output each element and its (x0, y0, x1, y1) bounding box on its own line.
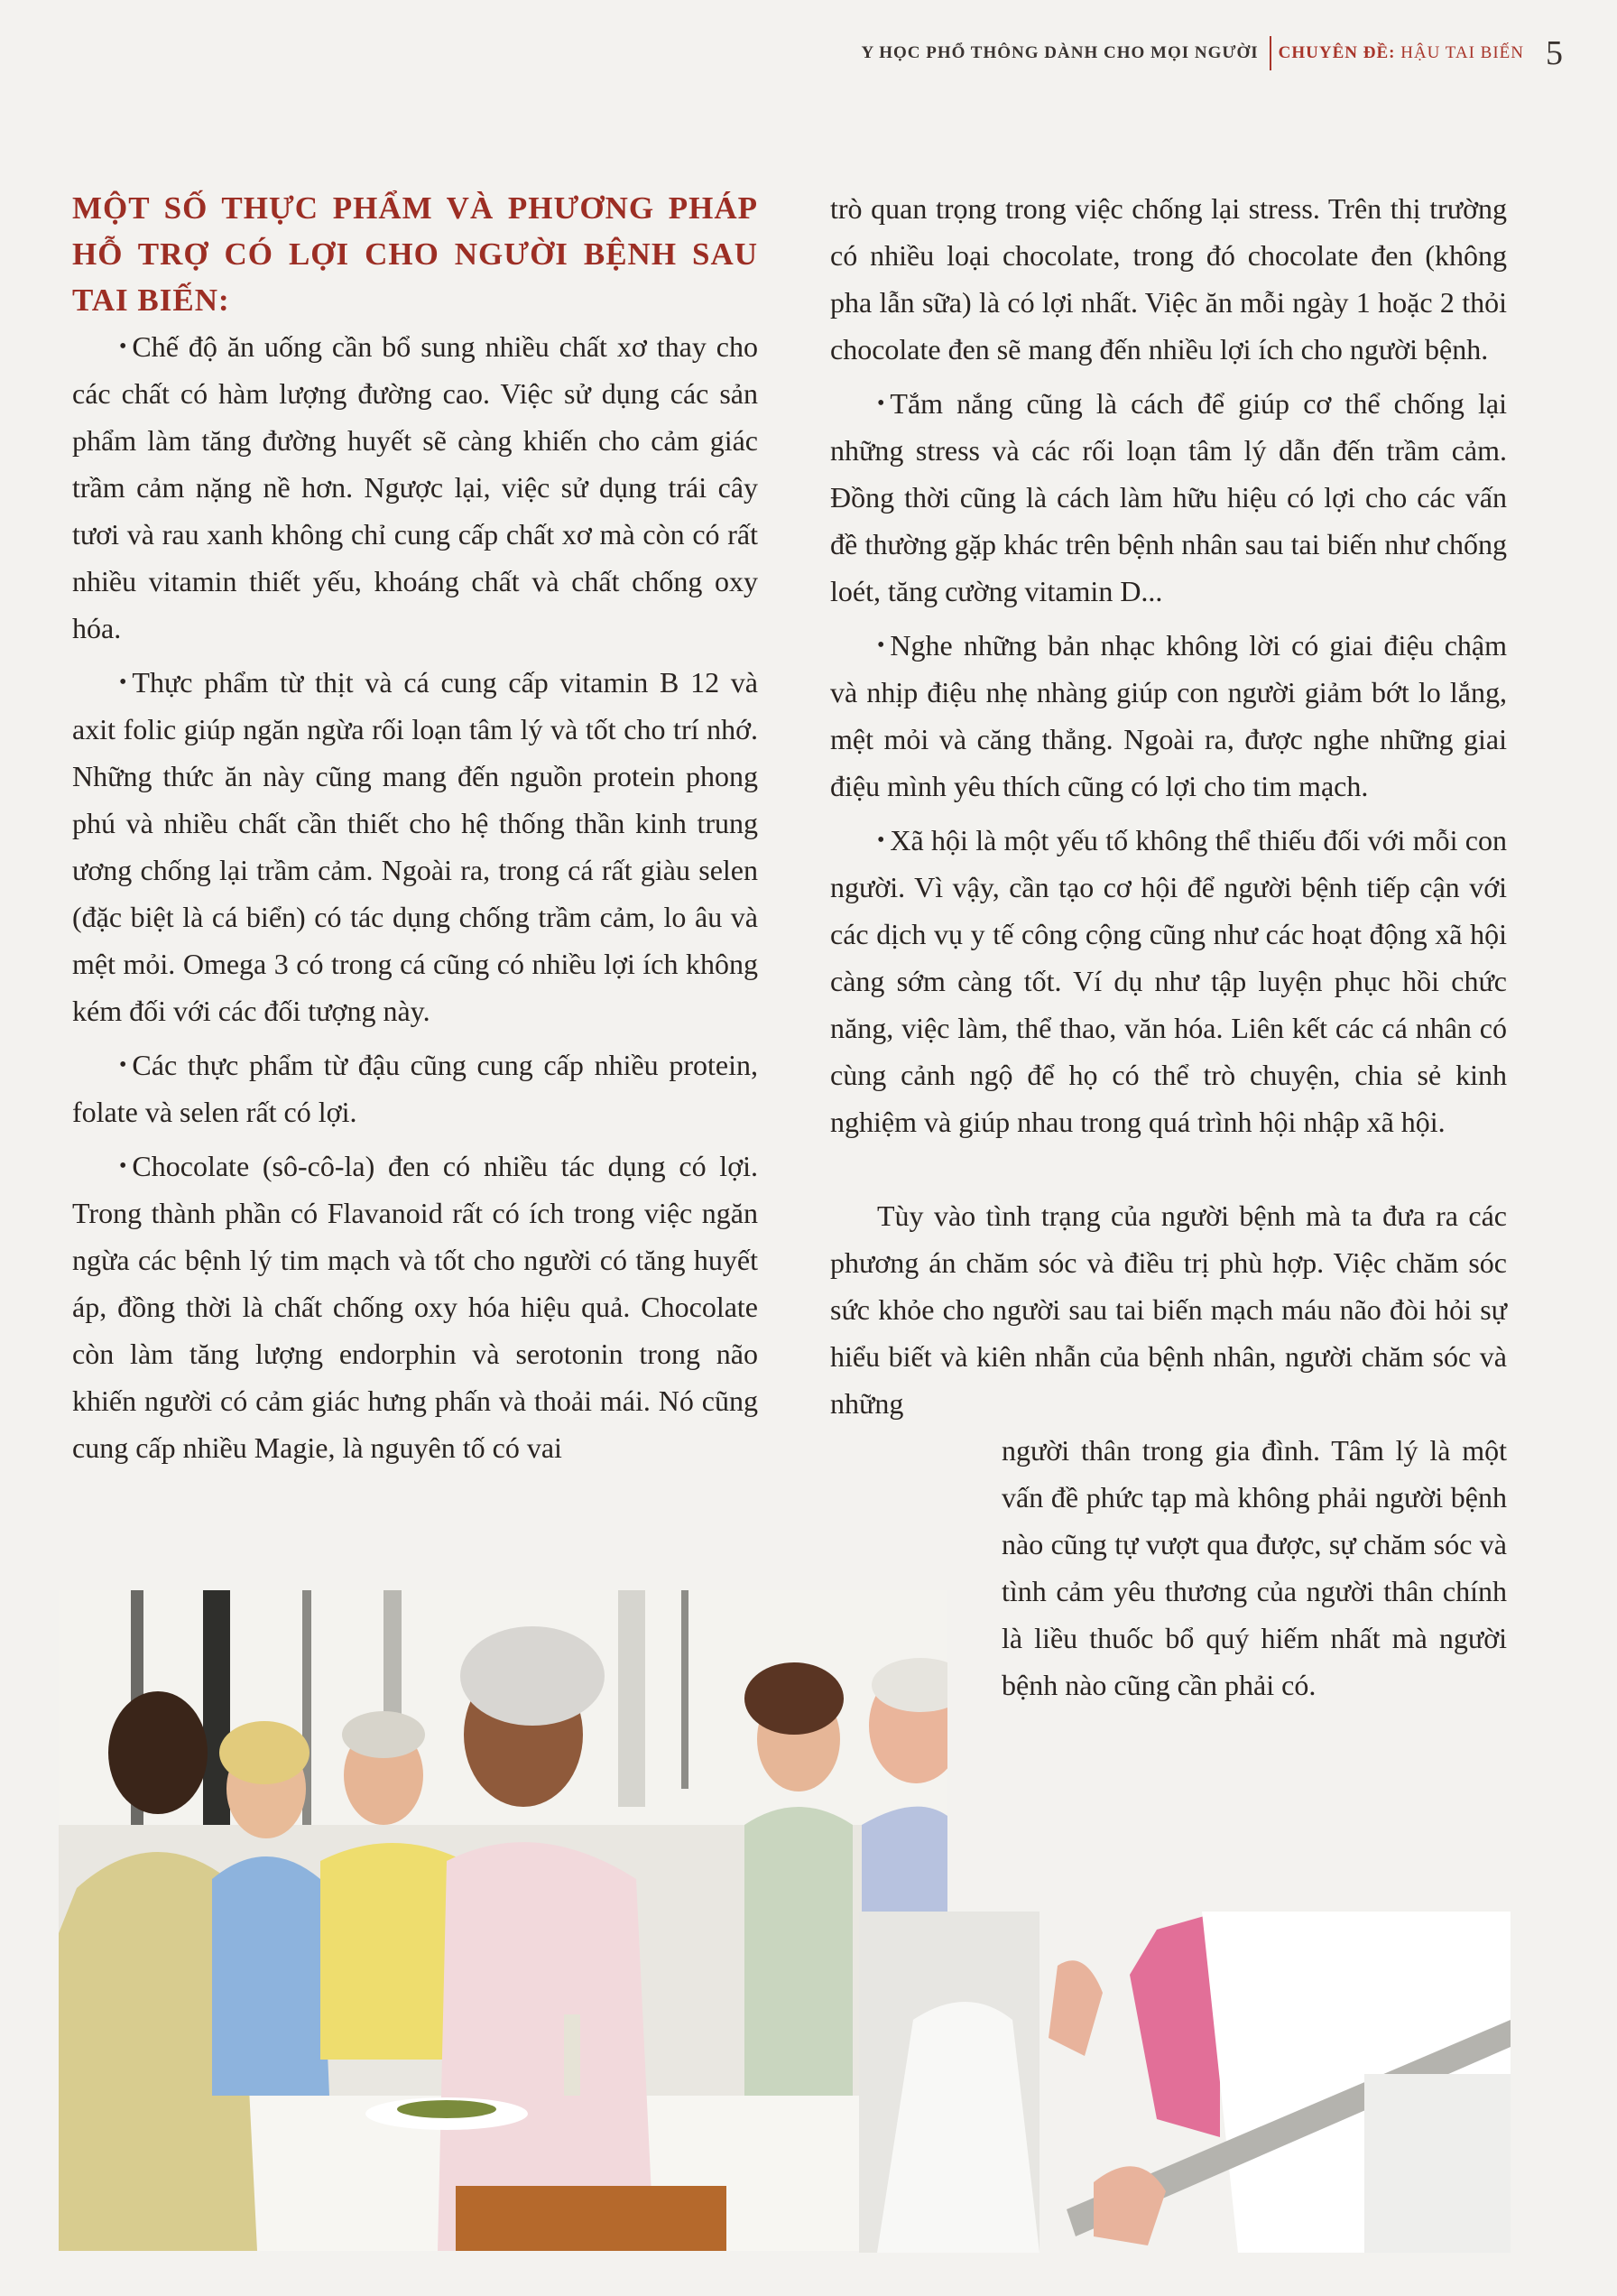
topic-label: CHUYÊN ĐỀ: (1278, 43, 1396, 62)
paragraph-text: Xã hội là một yếu tố không thể thiếu đối với mỗi con người. Vì vậy, cần tạo cơ hội để người bệnh tiếp cận với các dịch vụ y tế công cộng cũng như các hoạt động xã hội càng sớm càng tốt. Ví dụ như tập luyện phục hồi chức năng, việc làm, thể thao, văn hóa. Liên kết các cá nhân có cùng cảnh ngộ để họ có thể trò chuyện, chia sẻ kinh nghiệm và giúp nhau trong quá trình hội nhập xã hội. (830, 824, 1507, 1138)
bullet-icon: • (119, 1053, 127, 1077)
bullet-icon: • (119, 1154, 127, 1178)
paragraph-text: Tắm nắng cũng là cách để giúp cơ thể chống lại những stress và các rối loạn tâm lý dẫn đến trầm cảm. Đồng thời cũng là cách làm hữu hiệu có lợi cho các vấn đề thường gặp khác trên bệnh nhân sau tai biến như chống loét, tăng cường vitamin D... (830, 387, 1507, 607)
paragraph-text: Thực phẩm từ thịt và cá cung cấp vitamin B 12 và axit folic giúp ngăn ngừa rối loạn tâm lý và tốt cho trí nhớ. Những thức ăn này cũng mang đến nguồn protein phong phú và nhiều chất cần thiết cho hệ thống thần kinh trung ương chống lại trầm cảm. Ngoài ra, trong cá rất giàu selen (đặc biệt là cá biển) có tác dụng chống trầm cảm, lo âu và mệt mỏi. Omega 3 có trong cá cũng có nhiều lợi ích không kém đối với các đối tượng này. (72, 666, 758, 1027)
rehabilitation-photo (859, 1912, 1511, 2253)
paragraph (72, 659, 758, 1034)
conclusion-paragraph-wrapped: người thân trong gia đình. Tâm lý là một vấn đề phức tạp mà không phải người bệnh nào cũng tự vượt qua được, sự chăm sóc và tình cảm yêu thương của người thân chính là liều thuốc bổ quý hiếm nhất mà người bệnh nào cũng cần phải có. (1002, 1434, 1507, 1701)
bullet-icon: • (877, 634, 885, 657)
paragraph (830, 380, 1507, 615)
topic-label-group (1275, 43, 1524, 63)
paragraph-text: Nghe những bản nhạc không lời có giai điệu chậm và nhịp điệu nhẹ nhàng giúp con người giảm bớt lo lắng, mệt mỏi và căng thẳng. Ngoài ra, được nghe những giai điệu mình yêu thích cũng có lợi cho tim mạch. (830, 629, 1507, 802)
bullet-icon: • (119, 671, 127, 694)
topic-value: HẬU TAI BIẾN (1400, 43, 1524, 62)
conclusion-paragraph: Tùy vào tình trạng của người bệnh mà ta đưa ra các phương án chăm sóc và điều trị phù hợp. Việc chăm sóc sức khỏe cho người sau tai biến mạch máu não đòi hỏi sự hiểu biết và kiên nhẫn của bệnh nhân, người chăm sóc và những (830, 1199, 1507, 1420)
continued-paragraph: trò quan trọng trong việc chống lại stress. Trên thị trường có nhiều loại chocolate, trong đó chocolate đen (không pha lẫn sữa) là có lợi nhất. Việc ăn mỗi ngày 1 hoặc 2 thỏi chocolate đen sẽ mang đến nhiều lợi ích cho người bệnh. (830, 192, 1507, 366)
seniors-dinner-illustration (59, 1590, 947, 2251)
page-number: 5 (1546, 34, 1563, 72)
paragraph (72, 1042, 758, 1135)
right-column (830, 185, 1507, 1708)
seniors-dinner-photo (59, 1590, 947, 2251)
paragraph (830, 622, 1507, 810)
paragraph (830, 817, 1507, 1145)
paragraph-text: Chocolate (sô-cô-la) đen có nhiều tác dụng có lợi. Trong thành phần có Flavanoid rất có ích trong việc ngăn ngừa các bệnh lý tim mạch và tốt cho người có tăng huyết áp, đồng thời là chất chống oxy hóa hiệu quả. Chocolate còn làm tăng lượng endorphin và serotonin trong não khiến người có cảm giác hưng phấn và thoải mái. Nó cũng cung cấp nhiều Magie, là nguyên tố có vai (72, 1150, 758, 1464)
section-heading: MỘT SỐ THỰC PHẨM VÀ PHƯƠNG PHÁP HỖ TRỢ CÓ LỢI CHO NGƯỜI BỆNH SAU TAI BIẾN: (72, 190, 758, 318)
paragraph (72, 1143, 758, 1471)
bullet-icon: • (119, 335, 127, 358)
rehabilitation-illustration (859, 1912, 1511, 2253)
running-header (861, 32, 1563, 74)
bullet-icon: • (877, 829, 885, 852)
paragraph (72, 323, 758, 652)
bullet-icon: • (877, 392, 885, 415)
running-title: Y HỌC PHỔ THÔNG DÀNH CHO MỌI NGƯỜI (861, 43, 1259, 62)
paragraph-text: Chế độ ăn uống cần bổ sung nhiều chất xơ thay cho các chất có hàm lượng đường cao. Việc sử dụng các sản phẩm làm tăng đường huyết sẽ càng khiến cho cảm giác trầm cảm nặng nề hơn. Ngược lại, việc sử dụng trái cây tươi và rau xanh không chỉ cung cấp chất xơ mà còn có rất nhiều vitamin thiết yếu, khoáng chất và chất chống oxy hóa. (72, 330, 758, 644)
header-divider (1270, 36, 1271, 70)
paragraph-text: Các thực phẩm từ đậu cũng cung cấp nhiều protein, folate và selen rất có lợi. (72, 1049, 758, 1128)
left-column (72, 185, 758, 1471)
